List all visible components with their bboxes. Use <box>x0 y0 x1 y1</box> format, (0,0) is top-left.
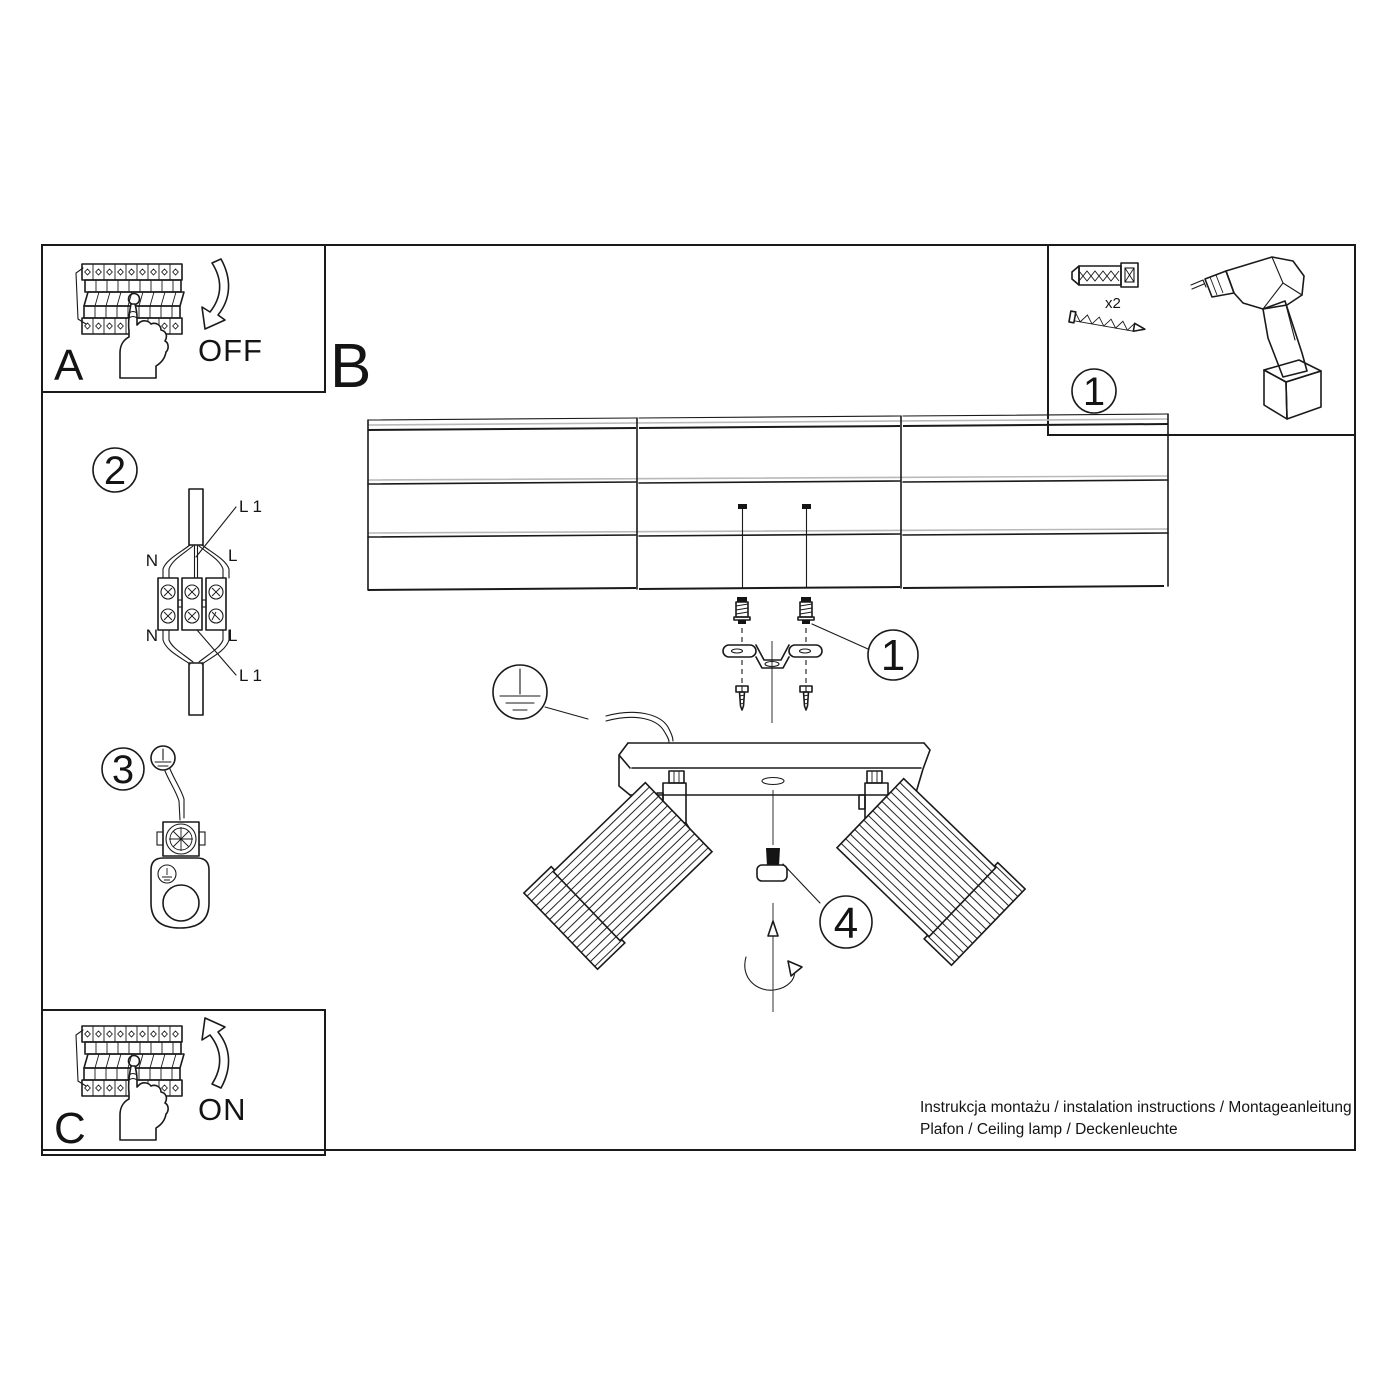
line-label-top: L 1 <box>239 497 263 516</box>
earth-connection <box>102 746 209 928</box>
step-3-number: 3 <box>111 748 135 792</box>
tools-contents <box>1069 257 1321 419</box>
neutral-label-top: N <box>145 551 158 570</box>
drill-icon <box>1191 257 1321 419</box>
step-1-number: 1 <box>1082 370 1106 414</box>
lamp-shade-right <box>834 775 1026 965</box>
earth-wire <box>165 769 184 820</box>
off-text: OFF <box>198 333 263 368</box>
footer-title-line1: Instrukcja montażu / instalation instructions / Montageanleitung <box>920 1099 1352 1116</box>
step-1-leader <box>812 624 868 649</box>
terminal-screws <box>161 585 223 623</box>
ceiling-planks <box>368 414 1168 590</box>
section-a <box>54 259 263 390</box>
rotate-arrow-icon <box>745 957 795 990</box>
wall-plug-icon <box>734 597 750 624</box>
section-b-label: B <box>330 332 372 401</box>
wall-plug-icon <box>798 597 814 624</box>
lug-hole <box>163 885 199 921</box>
base-center-hole <box>762 778 784 785</box>
on-text: ON <box>198 1092 247 1127</box>
fixing-screw-icon <box>736 686 748 710</box>
section-a-label: A <box>54 341 84 390</box>
step-4-number: 4 <box>833 899 859 948</box>
rotation-indicator <box>745 903 802 1012</box>
line-label-bottom: L 1 <box>239 666 263 685</box>
wiring-diagram <box>93 448 262 715</box>
sheet-border <box>42 245 1355 1150</box>
off-arrow-icon <box>202 259 229 329</box>
up-arrow-icon <box>768 921 778 936</box>
locking-screw <box>757 848 787 881</box>
breaker-panel-icon <box>76 1026 184 1140</box>
step-2-number: 2 <box>103 449 127 493</box>
section-c <box>54 1018 247 1153</box>
cable-top <box>189 489 203 545</box>
lamp-base <box>619 743 930 796</box>
earth-wire <box>606 712 673 742</box>
mounting-assembly <box>723 504 918 723</box>
neutral-label-bottom: N <box>145 626 158 645</box>
cable-bottom <box>189 663 203 715</box>
mounting-bracket <box>723 645 822 668</box>
footer-title-line2: Plafon / Ceiling lamp / Deckenleuchte <box>920 1121 1178 1138</box>
live-label-bottom: L <box>228 626 238 645</box>
on-arrow-icon <box>202 1018 229 1088</box>
lamp-assembly <box>524 743 1025 1012</box>
live-label-top: L <box>228 546 238 565</box>
earth-symbol-callout <box>493 665 673 742</box>
mounting-screw-icon <box>1069 311 1146 335</box>
fixing-screw-icon <box>800 686 812 710</box>
plug-quantity: x2 <box>1105 295 1121 312</box>
breaker-panel-icon <box>76 264 184 378</box>
step-1-number: 1 <box>880 631 906 680</box>
section-c-label: C <box>54 1104 86 1153</box>
step-4-leader <box>783 864 820 903</box>
wall-plug-icon <box>1072 263 1138 287</box>
